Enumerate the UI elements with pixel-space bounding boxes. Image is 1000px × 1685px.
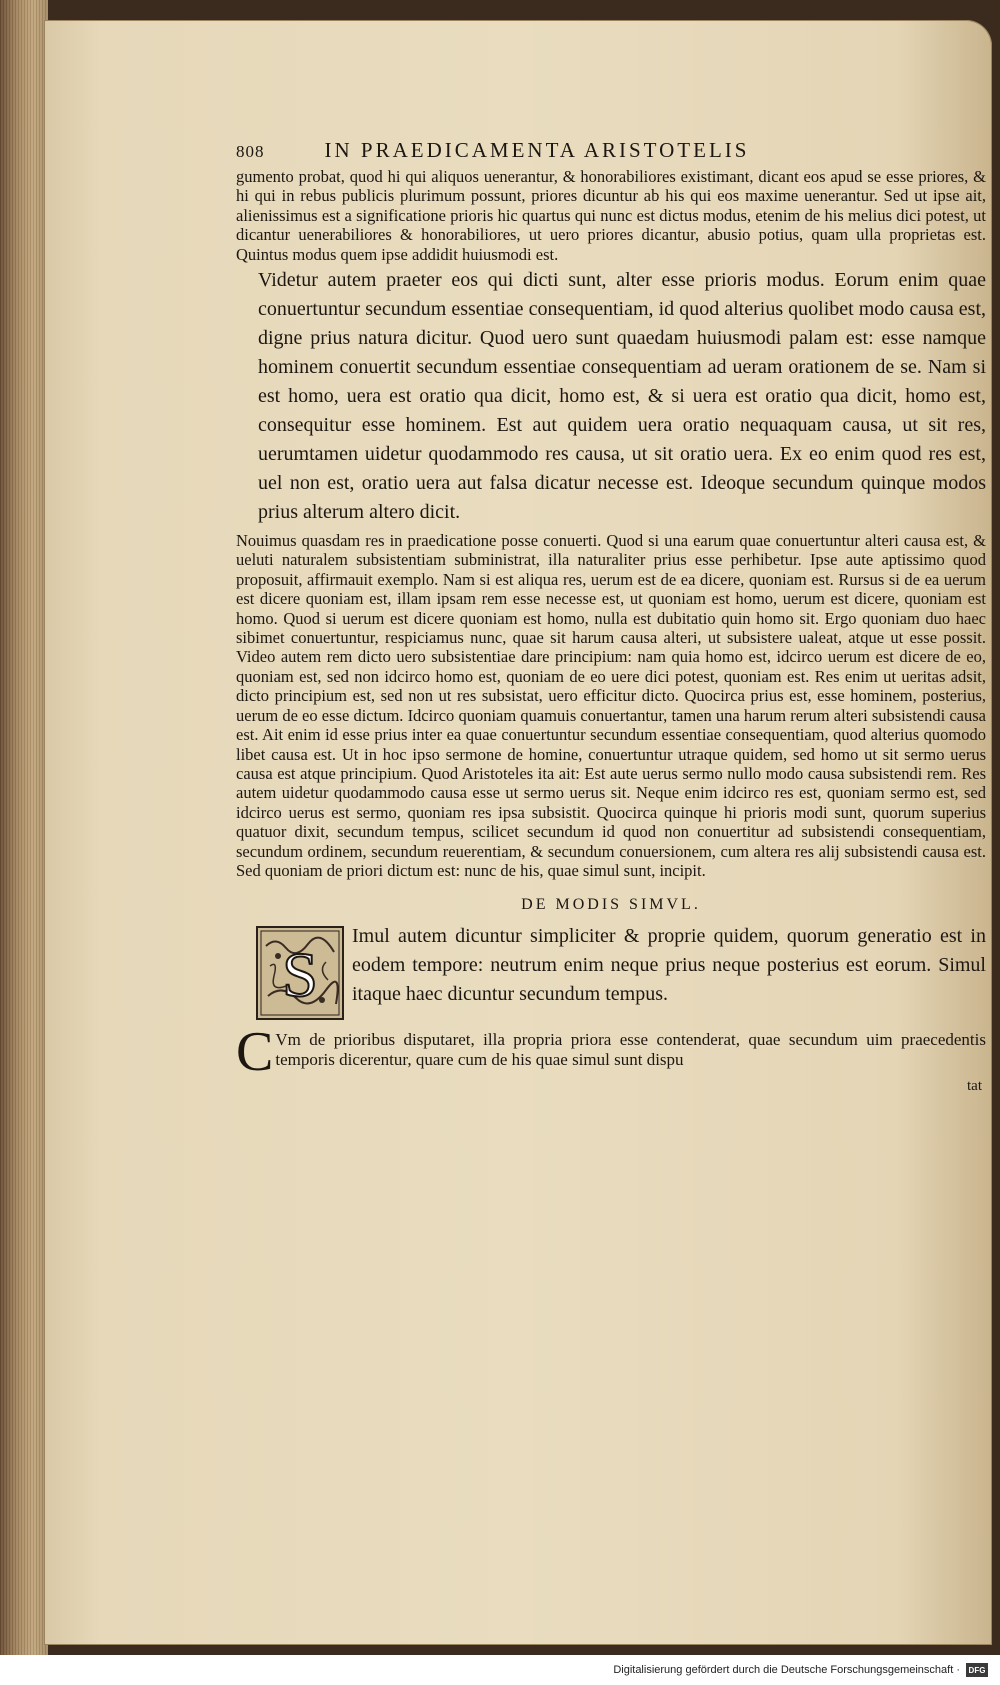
commentary-paragraph xyxy=(236,1021,986,1084)
catchword: tat xyxy=(967,1078,982,1095)
folio-number: 808 xyxy=(236,142,265,161)
aristotle-text-block: Videtur autem praeter eos qui dicti sunt, alter esse prioris modus. Eorum enim quae conuertuntur secundum essentiae consequentiam, id quod alterius quolibet modo causa est, digne prius natura dicitur. Quod uero sunt quaedam huiusmodi palam est: esse namque hominem conuertit secundum essentiae consequentiam ad ueram orationem de se. Nam si est homo, uera est oratio qua dicit, homo est, & si uera est oratio qua dicit, homo est, consequitur esse hominem. Est aut quidem uera oratio nequaquam causa, ut sit res, uerumtamen uidetur quodammodo res causa, ut sit oratio uera. Ex eo enim quod res est, uel non est, oratio uera aut falsa dicatur necesse est. Ideoque secundum quinque modos prius alterum altero dicit. xyxy=(258,269,986,524)
commentary-continuation: gumento probat, quod hi qui aliquos uenerantur, & honorabiliores existimant, dicant eos apud se esse priores, & hi qui in rebus publicis plurimum possunt, priores dicuntur ab his qui eos maxime uenerantur. Sed ut ipse ait, alienissimus est a significatione prioris hic quartus qui nunc est dictus modus, etenim de his melius dici potest, ut dicantur uenerabiliores & honorabiliores, ut uero priores dicantur, abusio potius, quam ulla proprietas est. Quintus modus quem ipse addidit huiusmodi est. xyxy=(236,167,986,264)
running-head-title: IN PRAEDICAMENTA ARISTOTELIS xyxy=(324,138,750,162)
section-text: Imul autem dicuntur simpliciter & proprie quidem, quorum generatio est in eodem tempore: neutrum enim neque prius neque posterius est eorum. Simul itaque haec dicuntur secundum tempus. xyxy=(352,925,986,1006)
section-paragraph xyxy=(256,922,986,1020)
section-title: DE MODIS SIMVL. xyxy=(521,896,701,914)
page-edges xyxy=(0,0,48,1655)
page-content xyxy=(236,138,986,1095)
decorated-initial-s-icon xyxy=(256,926,344,1020)
commentary-block: Nouimus quasdam res in praedicatione posse conuerti. Quod si una earum quae conuertuntur alteri causa est, & ueluti naturalem subsistentiam subministrat, illa naturaliter prius esse perhibetur. Ipse aute aptissimo quod proposuit, affirmauit exemplo. Nam si est aliqua res, uerum est de ea dicere, quoniam est. Rursus si de ea uerum est dicere quoniam est, illam ipsam rem esse necesse est, ut quoniam est homo, uerum est dicere, quoniam est homo. Quod si uerum est dicere quoniam est homo, nulla est dubitatio quin homo sit. Ergo quoniam duo haec sibimet conuertuntur, respiciamus nunc, quae sit harum causa alteri, ut subsistere ualeat, atque ut esse possit. Video autem rem dicto uero subsistentiae dare principium: nam quia homo est, idcirco uerum est dicere de eo, quoniam est, sed non idcirco homo est, quoniam de eo uere dici potest, quoniam est. Res enim ut ueritas adsit, dicto principium est, sed non ut res subsistat, uero efficitur dicto. Quocirca prius est, esse hominem, posterius, uerum de eo esse dictum. Idcirco quoniam quamuis conuertantur, tamen una harum rerum alteri subsistendi causa est. Ait enim id esse prius inter ea quae conuertuntur secundum essentiae consequentiam, quod alterius quomodo libet causa est. Ut in hoc ipso sermone de homine, conuertuntur utraque quidem, sed homo ut sit sermo uerus causa est atque principium. Quod Aristoteles ita ait: Est aute uerus sermo nullo modo causa subsistendi rem. Res autem uidetur quodammodo causa esse ut sermo uerus sit. Neque enim idcirco res est, quoniam sermo est, sed idcirco uerus est sermo, quoniam res ipsa subsistit. Quocirca quinque hi prioris modi sunt, quorum superius quatuor dixit, secundum tempus, scilicet secundum id quod non conuertitur ad subsistendi consequentiam, secundum ordinem, secundum reuerentiam, & secundum conuersionem, cum altera res alij subsistendi causa est. Sed quoniam de priori dictum est: nunc de his, quae simul sunt, incipit. xyxy=(236,531,986,880)
dfg-logo-icon: DFG xyxy=(966,1663,988,1677)
book-page xyxy=(44,20,992,1645)
comment-initial-letter: C xyxy=(236,1021,274,1084)
digitization-footer xyxy=(0,1655,1000,1685)
comment-text: Vm de prioribus disputaret, illa propria priora esse contenderat, quae secundum uim praecedentis temporis dicerentur, quare cum de his quae simul sunt dispu xyxy=(275,1030,986,1070)
initial-letter: S xyxy=(282,939,318,1011)
footer-text: Digitalisierung gefördert durch die Deutsche Forschungsgemeinschaft · xyxy=(613,1664,960,1676)
running-head xyxy=(236,138,986,163)
